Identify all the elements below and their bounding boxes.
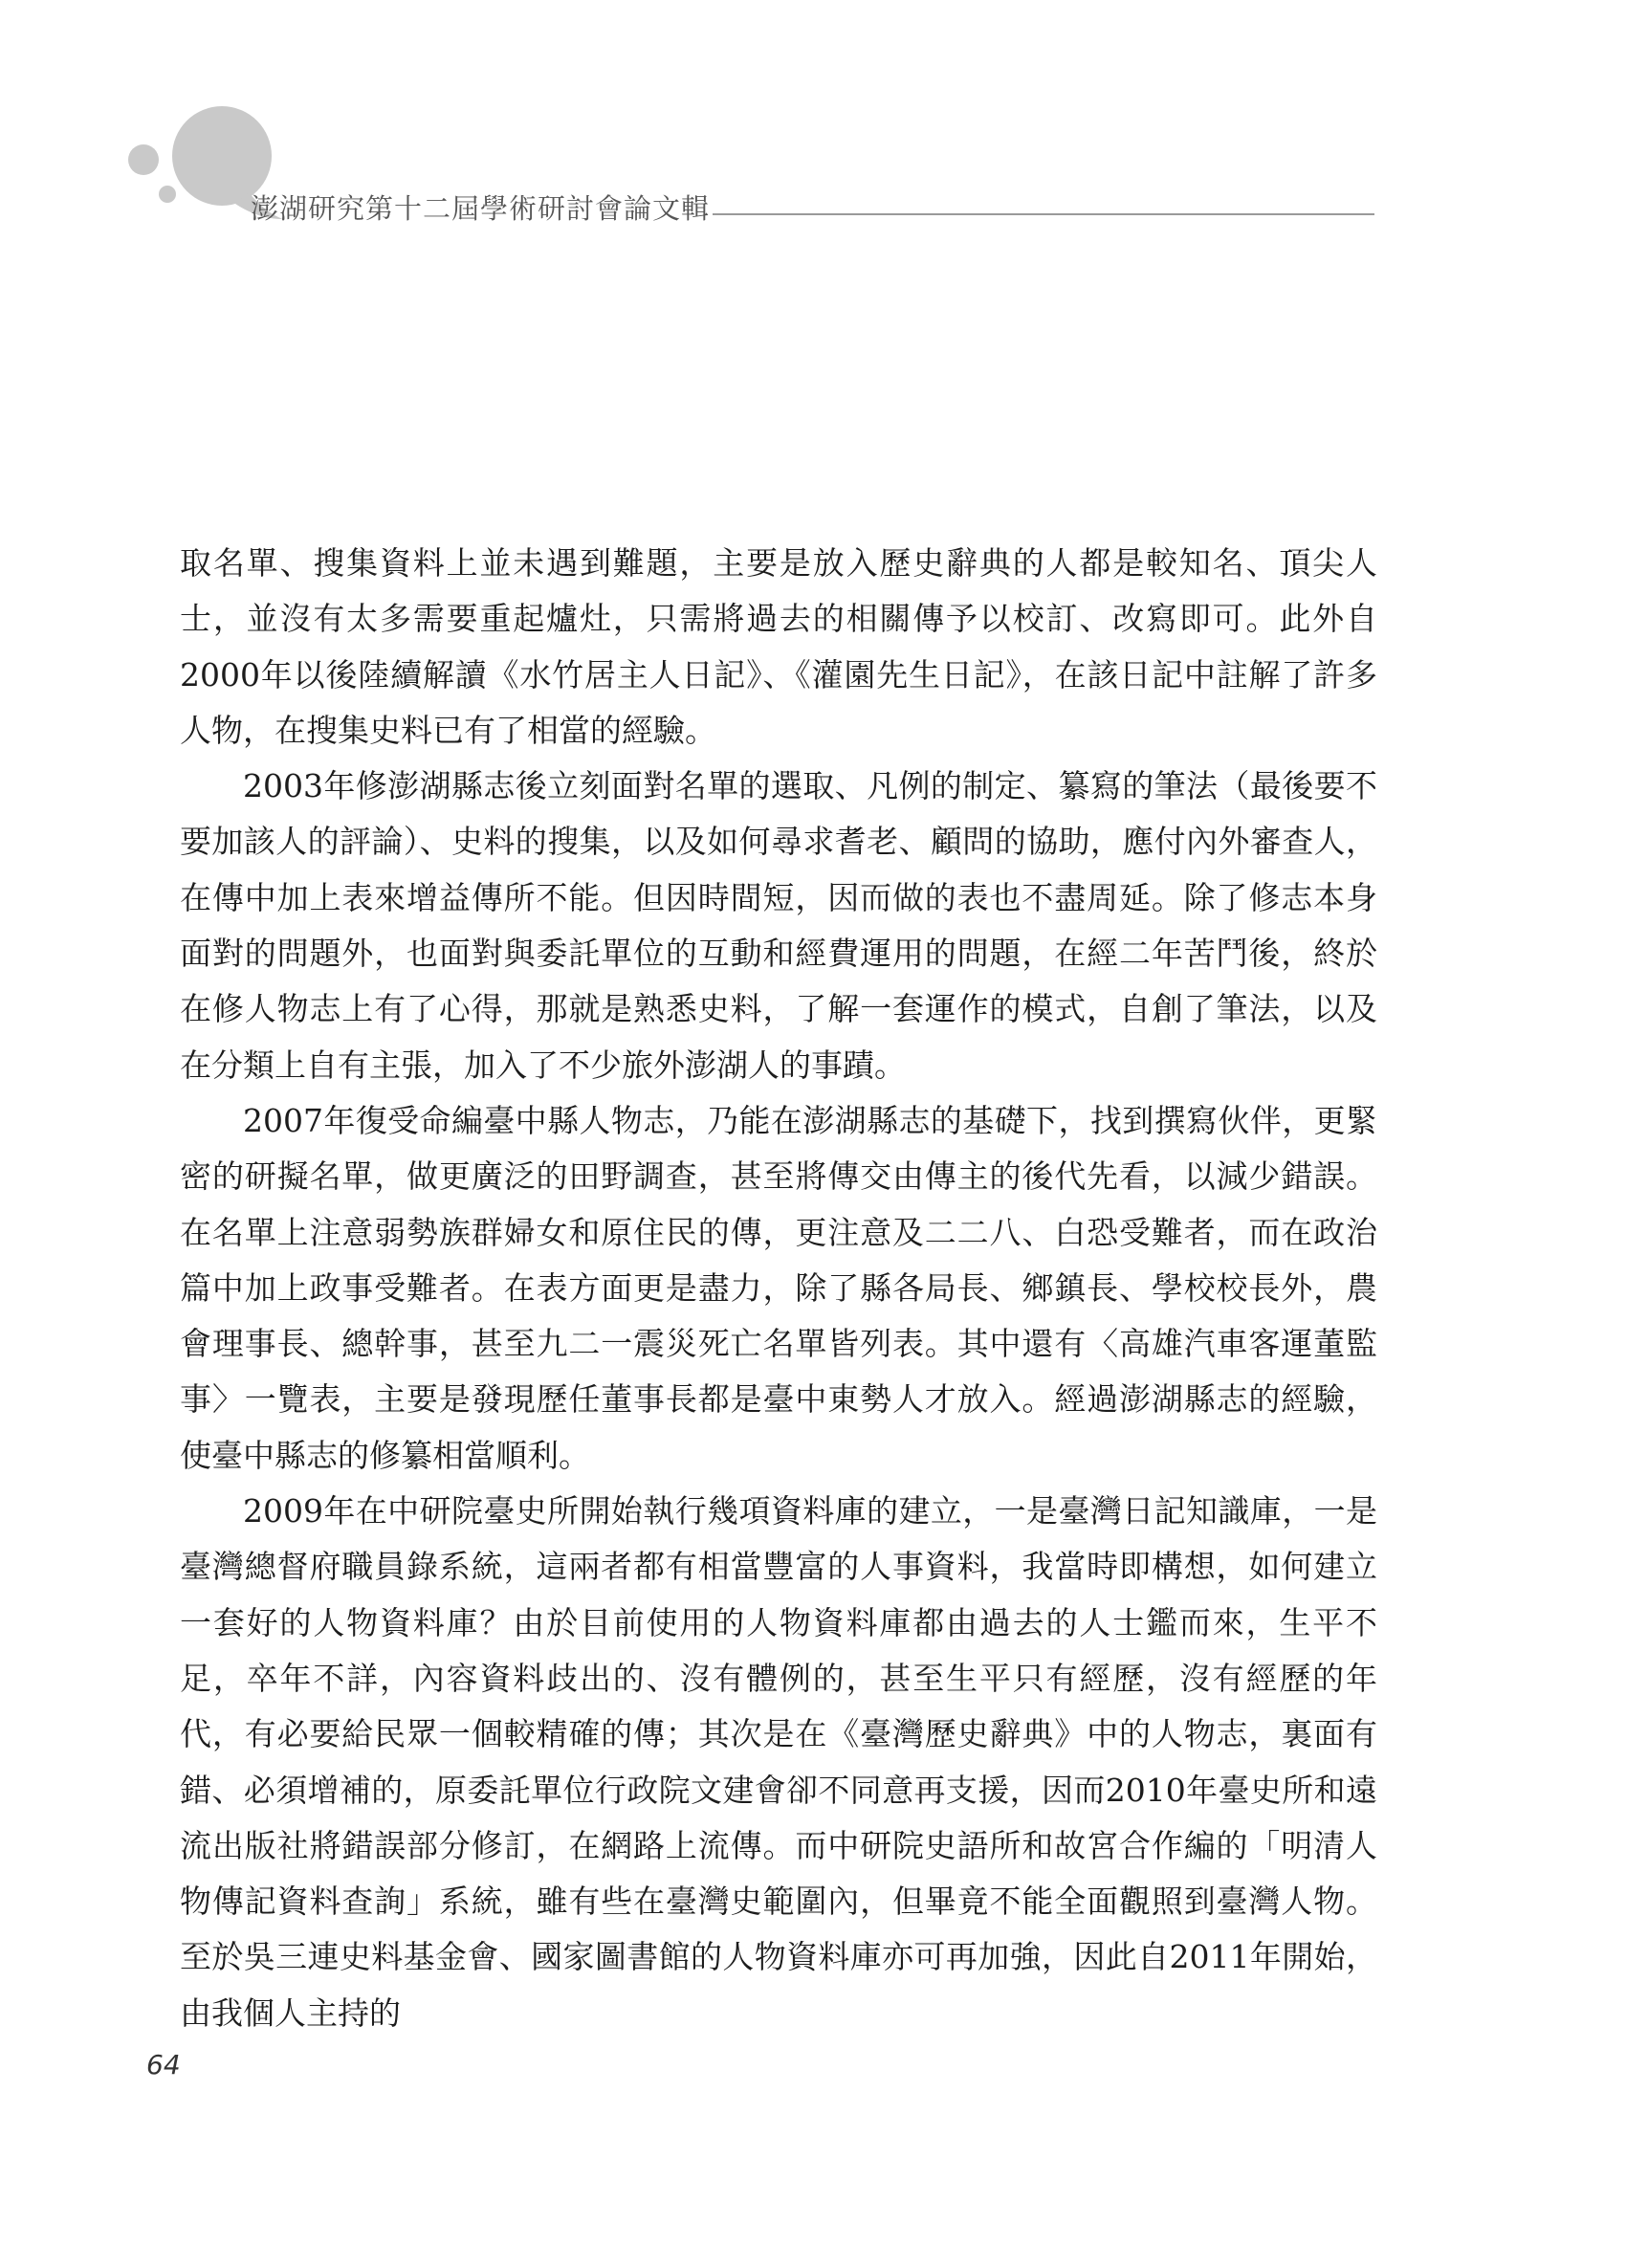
- header-rule: [713, 213, 1374, 215]
- page-number: 64: [146, 2049, 181, 2081]
- logo-medium-circle: [128, 144, 159, 175]
- running-header-title: 澎湖研究第十二屆學術研討會論文輯: [251, 192, 711, 225]
- paragraph-3: 2007年復受命編臺中縣人物志，乃能在澎湖縣志的基礎下，找到撰寫伙伴，更緊密的研擬名單，做更廣泛的田野調查，甚至將傳交由傳主的後代先看，以減少錯誤。在名單上注意弱勢族群婦女和原住民的傳，更注意及二二八、白恐受難者，而在政治篇中加上政事受難者。在表方面更是盡力，除了縣各局長、鄉鎮長、學校校長外，農會理事長、總幹事，甚至九二一震災死亡名單皆列表。其中還有〈高雄汽車客運董監事〉一覽表，主要是發現歷任董事長都是臺中東勢人才放入。經過澎湖縣志的經驗，使臺中縣志的修纂相當順利。: [180, 1101, 1377, 1474]
- paragraph-2: 2003年修澎湖縣志後立刻面對名單的選取、凡例的制定、纂寫的筆法（最後要不要加該人的評論）、史料的搜集，以及如何尋求耆老、顧問的協助，應付內外審查人，在傳中加上表來增益傳所不能。但因時間短，因而做的表也不盡周延。除了修志本身面對的問題外，也面對與委託單位的互動和經費運用的問題，在經二年苦鬥後，終於在修人物志上有了心得，那就是熟悉史料，了解一套運作的模式，自創了筆法，以及在分類上自有主張，加入了不少旅外澎湖人的事蹟。: [180, 767, 1377, 1084]
- paragraph-4: 2009年在中研院臺史所開始執行幾項資料庫的建立，一是臺灣日記知識庫，一是臺灣總督府職員錄系統，這兩者都有相當豐富的人事資料，我當時即構想，如何建立一套好的人物資料庫？由於目前使用的人物資料庫都由過去的人士鑑而來，生平不足，卒年不詳，內容資料歧出的、沒有體例的，甚至生平只有經歷，沒有經歷的年代，有必要給民眾一個較精確的傳；其次是在《臺灣歷史辭典》中的人物志，裏面有錯、必須增補的，原委託單位行政院文建會卻不同意再支援，因而2010年臺史所和遠流出版社將錯誤部分修訂，在網路上流傳。而中研院史語所和故宮合作編的「明清人物傳記資料查詢」系統，雖有些在臺灣史範圍內，但畢竟不能全面觀照到臺灣人物。至於吳三連史料基金會、國家圖書館的人物資料庫亦可再加強，因此自2011年開始，由我個人主持的: [180, 1492, 1377, 2032]
- body-text: [180, 536, 1377, 2041]
- logo-small-circle: [159, 186, 176, 203]
- paragraph-1: 取名單、搜集資料上並未遇到難題，主要是放入歷史辭典的人都是較知名、頂尖人士，並沒有太多需要重起爐灶，只需將過去的相關傳予以校訂、改寫即可。此外自2000年以後陸續解讀《水竹居主人日記》、《灌園先生日記》，在該日記中註解了許多人物，在搜集史料已有了相當的經驗。: [180, 544, 1377, 749]
